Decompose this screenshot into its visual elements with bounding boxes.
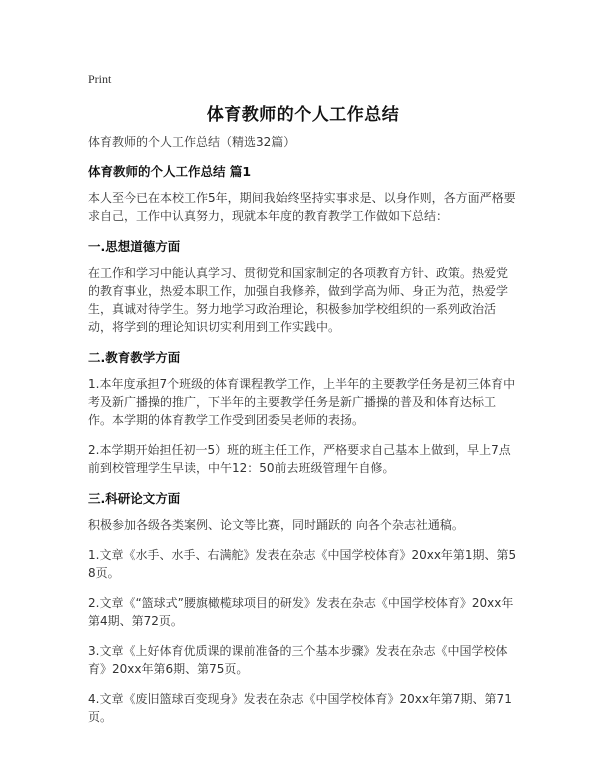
paragraph: 2.本学期开始担任初一5）班的班主任工作，严格要求自己基本上做到，早上7点前到校管理学生早读，中午12：50前去班级管理午自修。 [88,443,511,475]
intro-paragraph: 本人至今已在本校工作5年，期间我始终坚持实事求是、以身作则，各方面严格要求自己，工作中认真努力，现就本年度的教育教学工作做如下总结： [88,191,516,223]
paragraph: 1.本年度承担7个班级的体育课程教学工作，上半年的主要教学任务是初三体育中考及新广播操的推广，下半年的主要教学任务是新广播操的普及和体育达标工作。本学期的体育教学工作受到团委吴老师的表扬。 [88,377,516,427]
paragraph: 积极参加各级各类案例、论文等比赛，同时踊跃的 向各个杂志社通稿。 [88,518,464,532]
section-heading-moral: 一.思想道德方面 [88,239,181,254]
document-title: 体育教师的个人工作总结 [206,105,400,125]
document-subtitle: 体育教师的个人工作总结（精选32篇） [88,135,296,149]
paragraph: 2.文章《“篮球式”腰旗橄榄球项目的研发》发表在杂志《中国学校体育》20xx年第4期、第72页。 [88,596,514,628]
paragraph: 3.文章《上好体育优质课的课前准备的三个基本步骤》发表在杂志《中国学校体育》20xx年第6期、第75页。 [88,644,508,676]
document-page [88,70,518,726]
paragraph: 4.文章《废旧篮球百变现身》发表在杂志《中国学校体育》20xx年第7期、第71页。 [88,692,512,724]
section-heading-teaching: 二.教育教学方面 [88,350,181,365]
paragraph: 1.文章《水手、水手、右满舵》发表在杂志《中国学校体育》20xx年第1期、第58页。 [88,548,517,580]
section-heading-research: 三.科研论文方面 [88,491,181,506]
article-heading: 体育教师的个人工作总结 篇1 [88,164,252,179]
print-link[interactable]: Print [88,72,112,86]
paragraph: 在工作和学习中能认真学习、贯彻党和国家制定的各项教育方针、政策。热爱党的教育事业，热爱本职工作，加强自我修养，做到学高为师、身正为范，热爱学生，真诚对待学生。努力地学习政治理论，积极参加学校组织的一系列政治活动，将学到的理论知识切实利用到工作实践中。 [88,266,509,334]
